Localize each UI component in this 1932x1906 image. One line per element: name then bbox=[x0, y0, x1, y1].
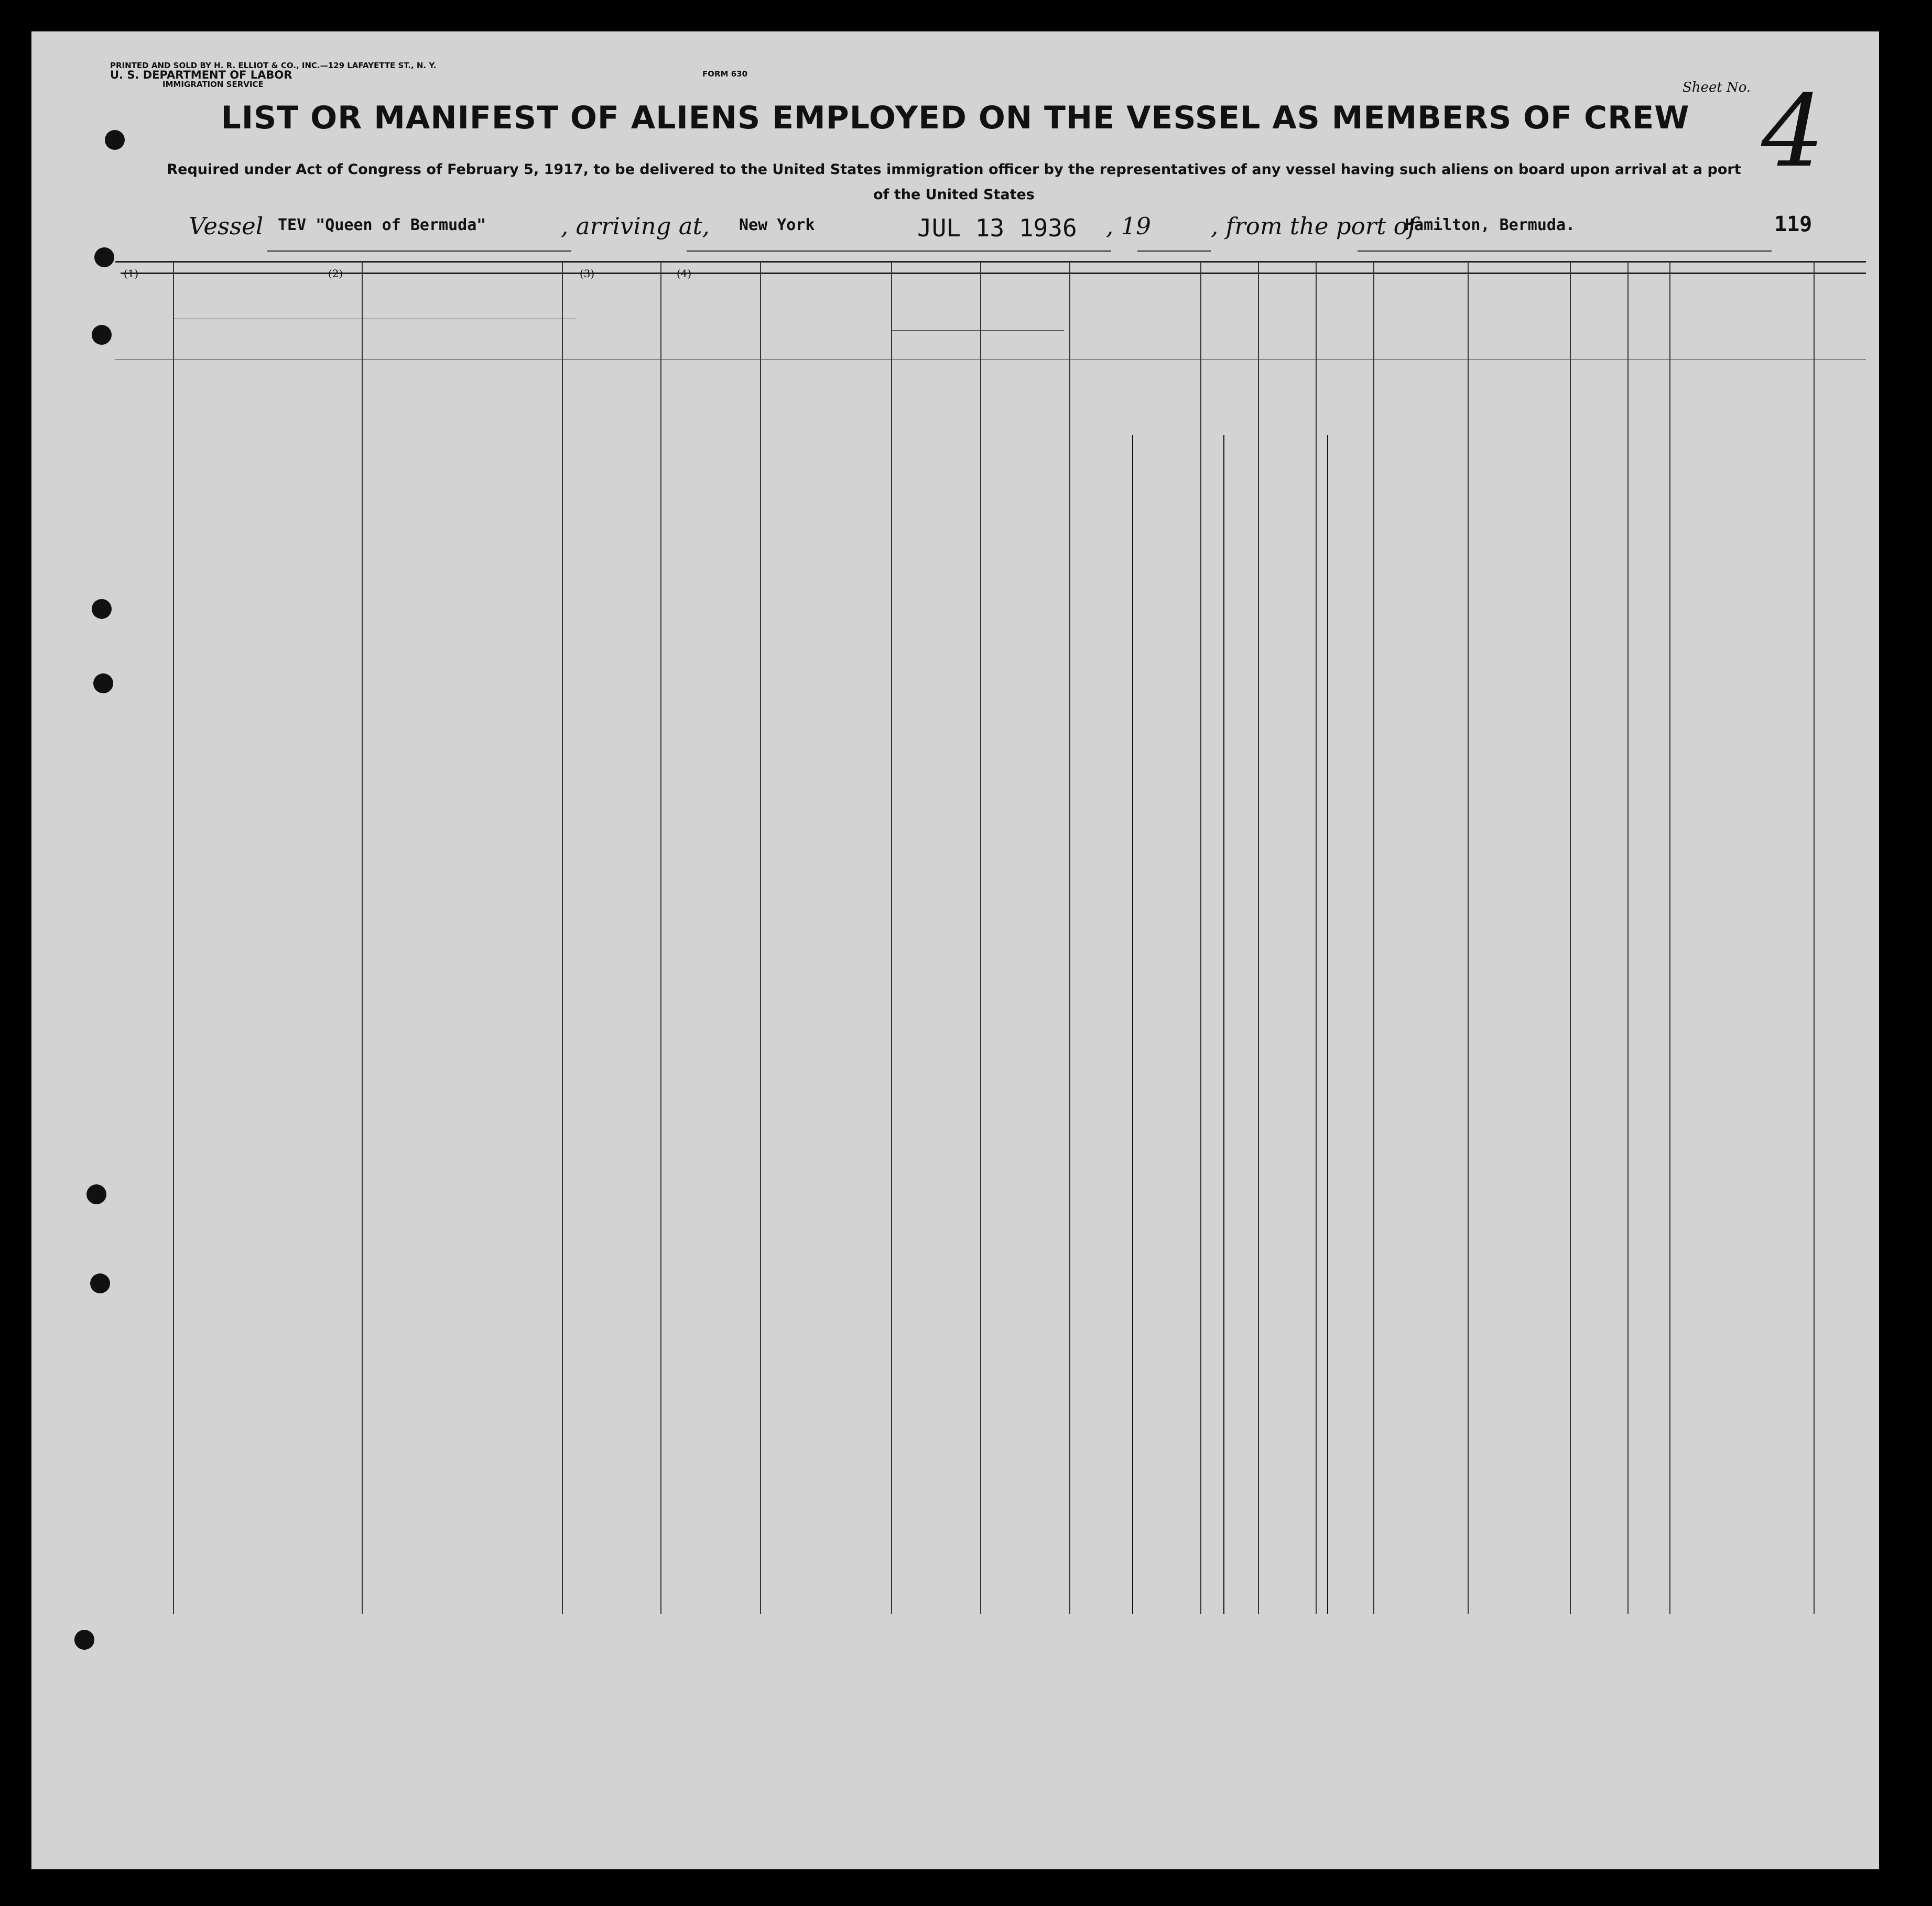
sex-ditto-line bbox=[1327, 435, 1328, 1614]
col-num-1: (1) bbox=[123, 267, 139, 280]
punch-hole bbox=[74, 1630, 94, 1650]
fill-line bbox=[267, 250, 571, 252]
col-num-3: (3) bbox=[579, 267, 595, 280]
column-rule bbox=[980, 262, 981, 1614]
document-subtitle: Required under Act of Congress of February 5, 1917, to be delivered to the United States immigration officer by the representatives of any vessel having such aliens on board upon arrival at a port of the United States bbox=[167, 161, 1741, 203]
vessel-label: Vessel bbox=[189, 212, 264, 240]
punch-hole bbox=[90, 1273, 110, 1293]
from-port: Hamilton, Bermuda. bbox=[1405, 216, 1576, 234]
printer-line: PRINTED AND SOLD BY H. R. ELLIOT & CO., INC.—129 LAFAYETTE ST., N. Y. bbox=[110, 61, 437, 70]
document-title: LIST OR MANIFEST OF ALIENS EMPLOYED ON THE VESSEL AS MEMBERS OF CREW bbox=[221, 100, 1690, 136]
page-number: 119 bbox=[1774, 212, 1812, 236]
column-rule bbox=[1373, 262, 1374, 1614]
column-rule bbox=[1627, 262, 1629, 1614]
column-rule bbox=[173, 262, 174, 1614]
year-label: , 19 bbox=[1106, 212, 1151, 240]
arrival-date-stamp: JUL 13 1936 bbox=[917, 214, 1077, 242]
col-num-4: (4) bbox=[676, 267, 692, 280]
punch-hole bbox=[92, 325, 112, 345]
column-rule bbox=[1570, 262, 1571, 1614]
fill-line bbox=[687, 250, 912, 252]
fill-line bbox=[902, 250, 1111, 252]
punch-hole bbox=[92, 599, 112, 619]
column-rule bbox=[1258, 262, 1259, 1614]
vessel-name: TEV "Queen of Bermuda" bbox=[278, 216, 486, 234]
read-ditto-line bbox=[1223, 435, 1224, 1614]
department-name: U. S. DEPARTMENT OF LABOR bbox=[110, 69, 292, 81]
sheet-no-label: Sheet No. bbox=[1683, 80, 1751, 95]
arriving-label: , arriving at, bbox=[561, 212, 710, 240]
table-top-border-inner bbox=[121, 273, 1866, 274]
column-rule bbox=[1200, 262, 1201, 1614]
col-num-2: (2) bbox=[328, 267, 343, 280]
table-top-border bbox=[115, 261, 1866, 263]
sheet-number: 4 bbox=[1761, 73, 1825, 189]
from-port-label: , from the port of bbox=[1211, 212, 1417, 240]
column-rule bbox=[1316, 262, 1317, 1614]
punch-hole bbox=[94, 247, 114, 267]
column-rule bbox=[760, 262, 761, 1614]
column-rule bbox=[1814, 262, 1815, 1614]
form-number: FORM 630 bbox=[702, 69, 748, 79]
punch-hole bbox=[86, 1184, 106, 1204]
column-rule bbox=[660, 262, 661, 1614]
column-rule bbox=[562, 262, 563, 1614]
column-rule bbox=[1669, 262, 1670, 1614]
column-rule bbox=[1069, 262, 1070, 1614]
header-bottom-rule bbox=[115, 359, 1866, 360]
printer-imprint bbox=[110, 61, 436, 89]
punch-hole bbox=[93, 673, 113, 693]
column-rule bbox=[891, 262, 892, 1614]
manifest-sheet bbox=[31, 31, 1879, 1869]
paid-off-ditto-line bbox=[1132, 435, 1133, 1614]
column-rule bbox=[1468, 262, 1469, 1614]
column-rule bbox=[362, 262, 363, 1614]
fill-line bbox=[1358, 250, 1772, 252]
arriving-port: New York bbox=[739, 216, 815, 234]
service-name: IMMIGRATION SERVICE bbox=[162, 80, 264, 89]
fill-line bbox=[1137, 250, 1211, 252]
shipped-header-rule bbox=[891, 330, 1064, 331]
